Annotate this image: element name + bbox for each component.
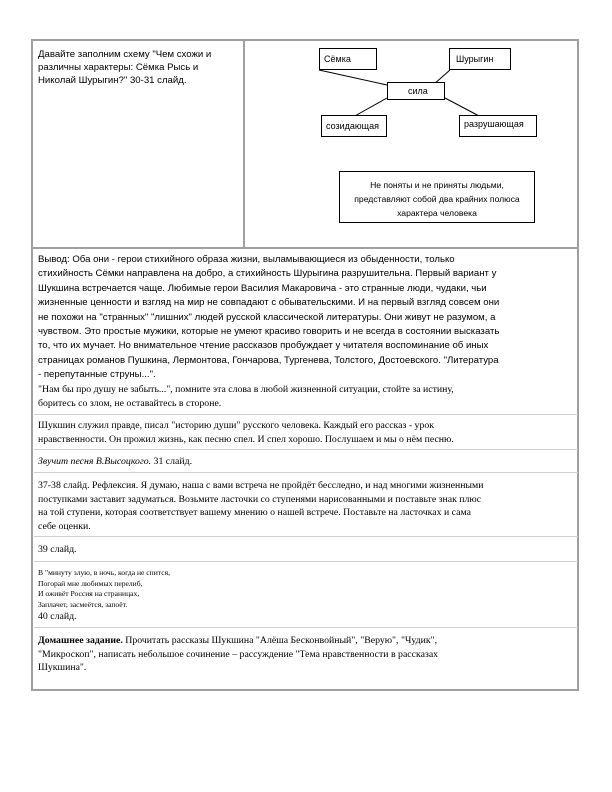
slide39-label: 39 слайд.	[38, 544, 77, 555]
conclusion-paragraph	[38, 253, 578, 383]
quote-paragraph	[38, 383, 578, 410]
node-shurygin: Шурыгин	[449, 48, 511, 70]
reflection-paragraph	[38, 479, 578, 533]
paragraph-divider	[34, 449, 578, 450]
poem-line: И оживёт Россия на страницах,	[38, 589, 140, 598]
quote-line: боритесь со злом, не оставайтесь в стороне.	[38, 397, 222, 409]
node-sozidayushchaya: созидающая	[321, 115, 387, 137]
pravda-paragraph	[38, 419, 578, 446]
conclusion-line: - перепутанные струны...".	[38, 369, 156, 381]
quote-line: "Нам бы про душу не забыть...", помните эта слова в любой жизненной ситуации, стойте за истину,	[38, 384, 454, 395]
conclusion-line: стихийность Сёмки направлена на добро, а стихийность Шурыгина разрушительна. Первый вариант у	[38, 268, 497, 280]
song-paragraph	[38, 455, 578, 469]
slide40-label: 40 слайд.	[38, 611, 77, 622]
poem-line: Погорай мне любимых перелиб,	[38, 578, 143, 588]
lesson-table	[31, 39, 579, 691]
paragraph-divider	[34, 472, 578, 473]
reflection-line: себе оценки.	[38, 520, 91, 532]
poem-line: Заплачет, засмеётся, запоёт.	[38, 599, 128, 609]
homework-paragraph	[38, 634, 578, 675]
pravda-line: нравственности. Он прожил жизнь, как песню спел. И спел хорошо. Послушаем и мы о нём песню.	[38, 433, 454, 445]
homework-line: Шукшина".	[38, 662, 87, 673]
song-rest: 31 слайд.	[151, 456, 193, 467]
conclusion-line: страницах романов Пушкина, Лермонтова, Гончарова, Тургенева, Толстого, Достоевского. "Литература	[38, 354, 499, 366]
diagram-note: Не поняты и не приняты людьми, представляют собой два крайних полюса характера человека	[339, 171, 535, 223]
character-diagram	[247, 41, 579, 247]
conclusion-line: не похожи на "странных" "лишних" людей русской классической литературы. Они живут не разумом, а	[38, 311, 496, 323]
reflection-line: поступками заставит задуматься. Возьмите ласточки со ступенями нарисованными и поставьте знак плюс	[38, 493, 482, 505]
paragraph-divider	[34, 561, 578, 562]
column-divider	[243, 41, 245, 247]
poem	[38, 568, 578, 610]
reflection-line: на той ступени, которая соответствует вашему мнению о нашей встрече. Поставьте на ласточках и сама	[38, 507, 471, 518]
row-divider	[33, 247, 577, 249]
task-text: Давайте заполним схему "Чем схожи и различны характеры: Сёмка Рысь и Николай Шурыгин?" 30-31 слайд.	[38, 49, 212, 86]
pravda-line: Шукшин служил правде, писал "историю души" русского человека. Каждый его рассказ - урок	[38, 420, 434, 431]
node-semka: Сёмка	[319, 48, 377, 70]
paragraph-divider	[34, 414, 578, 415]
conclusion-line: жизненные ценности и взгляд на мир не совпадают с обывательскими. И на первый взгляд совсем они	[38, 297, 500, 309]
connector-semka-sila	[319, 70, 387, 85]
homework-line: Прочитать рассказы Шукшина "Алёша Бесконвойный", "Верую", "Чудик",	[122, 635, 438, 646]
conclusion-line: Шукшина встречается чаще. Любимые герои Василия Макаровича - это странные люди, чудаки, чьи	[38, 282, 487, 294]
homework-line: "Микроскоп", написать небольшое сочинение – рассуждение "Тема нравственности в рассказах	[38, 648, 439, 660]
poem-line: В "минуту злую, в ночь, когда не спится,	[38, 568, 170, 577]
conclusion-line: чувством. Это простые мужики, которые не умеют красиво говорить и не всегда в состоянии высказать	[38, 326, 500, 338]
reflection-line: 37-38 слайд. Рефлексия. Я думаю, наша с вами встреча не пройдёт бесследно, и над многими жизненными	[38, 480, 484, 491]
paragraph-divider	[34, 627, 578, 628]
paragraph-divider	[34, 536, 578, 537]
conclusion-line: Вывод: Оба они - герои стихийного образа жизни, выламывающиеся из обыденности, только	[38, 254, 455, 265]
homework-label: Домашнее задание.	[38, 635, 123, 646]
node-razrushayushchaya: разрушающая	[459, 115, 537, 137]
node-sila: сила	[387, 82, 445, 100]
song-italic: Звучит песня В.Высоцкого.	[38, 456, 152, 467]
conclusion-line: то, что их мучает. Но внимательное чтение рассказов пробуждает у читателя воспоминание об иных	[38, 340, 489, 352]
